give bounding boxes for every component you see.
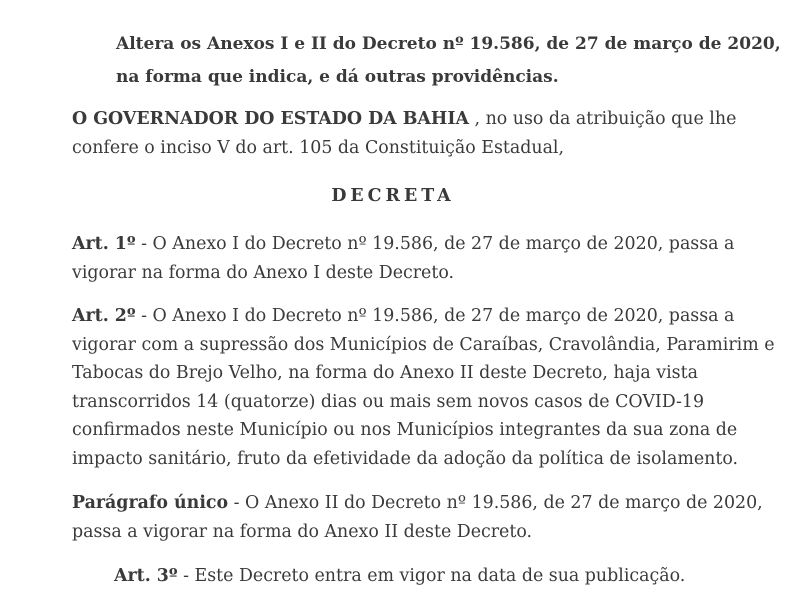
article-2-line-4: transcorridos 14 (quatorze) dias ou mais sem novos casos de COVID-19: [72, 391, 705, 412]
preamble-line-2: confere o inciso V do art. 105 da Constituição Estadual,: [72, 137, 565, 158]
governor-authority: O GOVERNADOR DO ESTADO DA BAHIA: [72, 109, 469, 129]
decreta-heading: DECRETA: [331, 186, 455, 206]
article-1-line-1-text: - O Anexo I do Decreto nº 19.586, de 27 de março de 2020, passa a: [135, 234, 735, 254]
article-3-label: Art. 3º: [114, 566, 178, 586]
article-2-line-6: impacto sanitário, fruto da efetividade da adoção da política de isolamento.: [72, 448, 739, 469]
preamble-line-1-text: , no uso da atribuição que lhe: [468, 109, 737, 129]
summary-line-1: Altera os Anexos I e II do Decreto nº 19.586, de 27 de março de 2020,: [116, 34, 781, 54]
preamble-line-1: [72, 105, 772, 134]
sole-paragraph-line-2: passa a vigorar na forma do Anexo II deste Decreto.: [72, 521, 533, 542]
sole-paragraph-line-1: [72, 489, 772, 518]
article-1-line-2: vigorar na forma do Anexo I deste Decreto.: [72, 262, 455, 283]
article-3-text: - Este Decreto entra em vigor na data de sua publicação.: [177, 566, 686, 586]
sole-paragraph-label: Parágrafo único: [72, 493, 229, 513]
summary-line-2: na forma que indica, e dá outras providências.: [116, 67, 559, 87]
article-2-line-1-text: - O Anexo I do Decreto nº 19.586, de 27 de março de 2020, passa a: [135, 306, 735, 326]
article-1: [72, 230, 772, 287]
sole-paragraph-line-1-text: - O Anexo II do Decreto nº 19.586, de 27 de março de 2020,: [228, 493, 763, 513]
article-2-label: Art. 2º: [72, 306, 136, 326]
article-1-label: Art. 1º: [72, 234, 136, 254]
article-2-line-5: confirmados neste Município ou nos Municípios integrantes da sua zona de: [72, 420, 738, 440]
article-2: [72, 302, 775, 473]
decree-summary: [116, 28, 781, 94]
article-3: [114, 562, 774, 590]
article-2-line-2: vigorar com a supressão dos Municípios de Caraíbas, Cravolândia, Paramirim e: [72, 334, 775, 355]
article-2-line-1: [72, 302, 772, 331]
sole-paragraph: [72, 489, 772, 546]
article-1-line-1: [72, 230, 772, 259]
preamble-paragraph: [72, 105, 772, 162]
article-2-line-3: Tabocas do Brejo Velho, na forma do Anexo II deste Decreto, haja vista: [72, 363, 698, 383]
article-3-line: [114, 562, 774, 590]
